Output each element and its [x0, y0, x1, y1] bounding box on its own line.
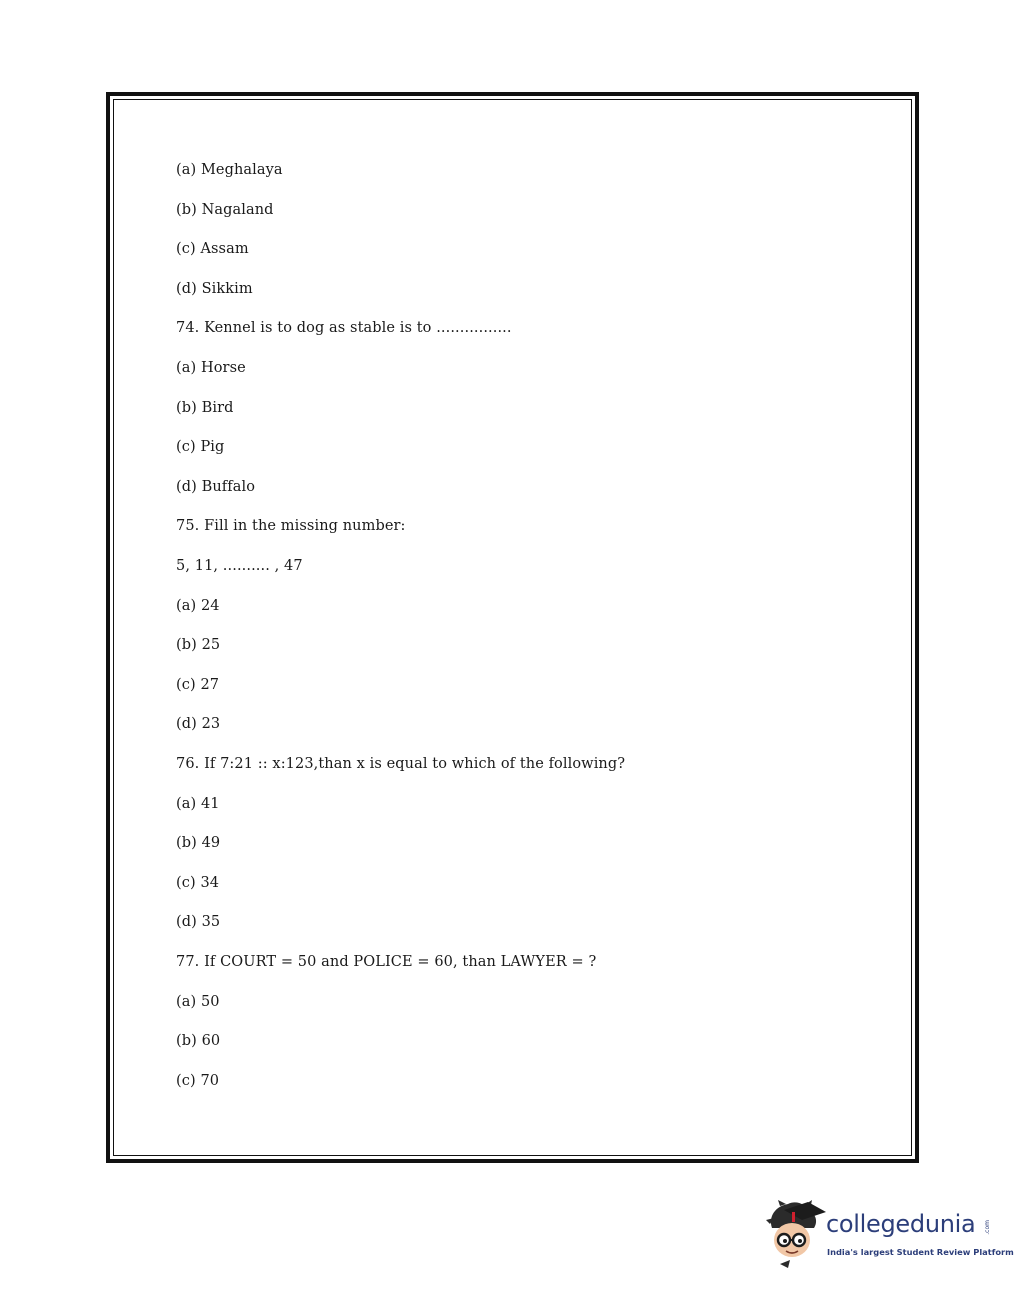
option-74-b: (b) Bird — [176, 400, 234, 416]
option-76-a: (a) 41 — [176, 796, 220, 812]
option-74-d: (d) Buffalo — [176, 479, 256, 495]
option-75-a: (a) 24 — [176, 598, 220, 614]
option-73-d: (d) Sikkim — [176, 281, 253, 297]
logo-wordmark: collegedunia — [826, 1210, 976, 1238]
option-75-d: (d) 23 — [176, 716, 221, 732]
option-73-a: (a) Meghalaya — [176, 162, 283, 178]
mascot-icon — [766, 1198, 826, 1270]
option-76-b: (b) 49 — [176, 835, 221, 851]
option-75-c: (c) 27 — [176, 677, 220, 693]
option-76-d: (d) 35 — [176, 914, 221, 930]
option-73-b: (b) Nagaland — [176, 202, 274, 218]
option-76-c: (c) 34 — [176, 875, 220, 891]
option-74-c: (c) Pig — [176, 439, 225, 455]
option-77-c: (c) 70 — [176, 1073, 220, 1089]
option-77-b: (b) 60 — [176, 1033, 221, 1049]
option-73-c: (c) Assam — [176, 241, 249, 257]
question-75-series: 5, 11, .......... , 47 — [176, 558, 303, 574]
collegedunia-logo — [766, 1198, 1014, 1270]
question-74: 74. Kennel is to dog as stable is to ................ — [176, 320, 512, 336]
question-75: 75. Fill in the missing number: — [176, 518, 406, 534]
option-77-a: (a) 50 — [176, 994, 220, 1010]
option-75-b: (b) 25 — [176, 637, 221, 653]
question-76: 76. If 7:21 :: x:123,than x is equal to which of the following? — [176, 756, 626, 772]
option-74-a: (a) Horse — [176, 360, 246, 376]
logo-domain-suffix: .com — [984, 1220, 991, 1235]
logo-tagline: India's largest Student Review Platform — [827, 1247, 1014, 1257]
question-77: 77. If COURT = 50 and POLICE = 60, than LAWYER = ? — [176, 954, 597, 970]
